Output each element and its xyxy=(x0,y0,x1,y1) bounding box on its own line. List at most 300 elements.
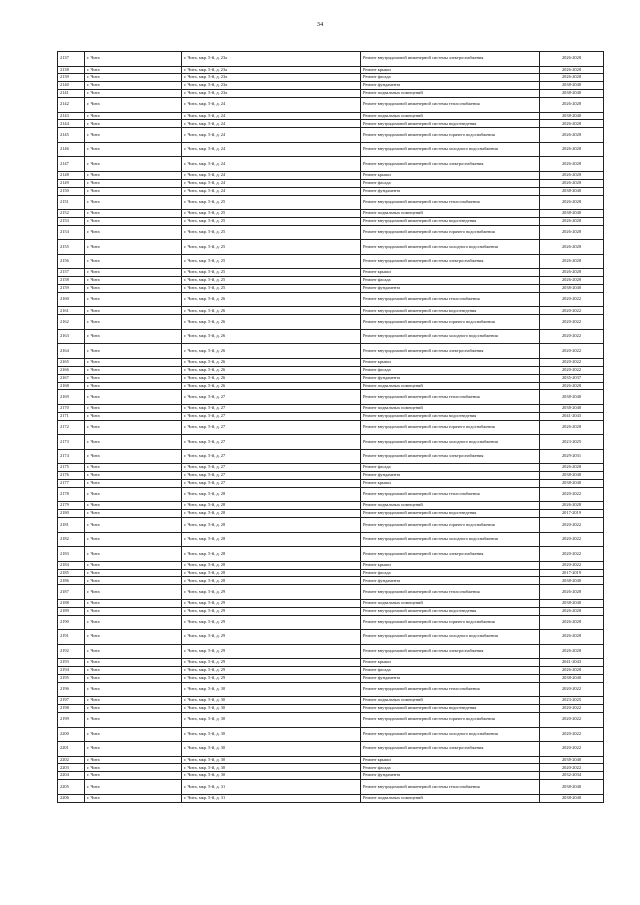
work-type-cell: Ремонт внутридомовой инженерной системы электроснабжения xyxy=(361,254,540,269)
period-cell: 2026-2028 xyxy=(540,644,604,659)
period-cell: 2020-2022 xyxy=(540,532,604,547)
work-type-cell: Ремонт подвальных помещений xyxy=(361,502,540,510)
row-number-cell: 2193 xyxy=(58,659,85,667)
city-cell: г. Чита xyxy=(85,382,182,390)
address-cell: г. Чита, мкр. 5-й, д. 26 xyxy=(182,292,361,307)
address-cell: г. Чита, мкр. 5-й, д. 24 xyxy=(182,171,361,179)
work-type-cell: Ремонт внутридомовой инженерной системы водоотведения xyxy=(361,607,540,615)
period-cell: 2026-2028 xyxy=(540,585,604,600)
period-cell: 2038-2040 xyxy=(540,794,604,802)
city-cell: г. Чита xyxy=(85,532,182,547)
work-type-cell: Ремонт внутридомовой инженерной системы водоотведения xyxy=(361,705,540,713)
city-cell: г. Чита xyxy=(85,292,182,307)
work-type-cell: Ремонт внутридомовой инженерной системы холодного водоснабжения xyxy=(361,329,540,344)
work-type-cell: Ремонт подвальных помещений xyxy=(361,794,540,802)
row-number-cell: 2205 xyxy=(58,780,85,795)
row-number-cell: 2143 xyxy=(58,112,85,120)
address-cell: г. Чита, мкр. 5-й, д. 29 xyxy=(182,674,361,682)
table-row xyxy=(58,112,604,120)
address-cell: г. Чита, мкр. 5-й, д. 31 xyxy=(182,794,361,802)
city-cell: г. Чита xyxy=(85,52,182,67)
work-type-cell: Ремонт подвальных помещений xyxy=(361,210,540,218)
period-cell: 2038-2040 xyxy=(540,780,604,795)
table-row xyxy=(58,464,604,472)
table-row xyxy=(58,435,604,450)
address-cell: г. Чита, мкр. 5-й, д. 27 xyxy=(182,464,361,472)
city-cell: г. Чита xyxy=(85,329,182,344)
city-cell: г. Чита xyxy=(85,585,182,600)
row-number-cell: 2162 xyxy=(58,315,85,330)
table-row xyxy=(58,366,604,374)
table-row xyxy=(58,569,604,577)
table-row xyxy=(58,120,604,128)
city-cell: г. Чита xyxy=(85,659,182,667)
city-cell: г. Чита xyxy=(85,547,182,562)
period-cell: 2020-2022 xyxy=(540,329,604,344)
period-cell: 2038-2040 xyxy=(540,577,604,585)
address-cell: г. Чита, мкр. 5-й, д. 24 xyxy=(182,179,361,187)
work-type-cell: Ремонт внутридомовой инженерной системы холодного водоснабжения xyxy=(361,142,540,157)
work-type-cell: Ремонт внутридомовой инженерной системы водоотведения xyxy=(361,412,540,420)
row-number-cell: 2178 xyxy=(58,487,85,502)
city-cell: г. Чита xyxy=(85,674,182,682)
work-type-cell: Ремонт фасада xyxy=(361,179,540,187)
table-row xyxy=(58,344,604,359)
table-row xyxy=(58,727,604,742)
table-row xyxy=(58,285,604,293)
period-cell: 2038-2040 xyxy=(540,599,604,607)
table-row xyxy=(58,561,604,569)
address-cell: г. Чита, мкр. 5-й, д. 30 xyxy=(182,756,361,764)
table-row xyxy=(58,358,604,366)
work-type-cell: Ремонт фундамента xyxy=(361,674,540,682)
table-row xyxy=(58,74,604,82)
address-cell: г. Чита, мкр. 5-й, д. 26 xyxy=(182,307,361,315)
address-cell: г. Чита, мкр. 5-й, д. 26 xyxy=(182,382,361,390)
period-cell: 2026-2028 xyxy=(540,630,604,645)
row-number-cell: 2149 xyxy=(58,179,85,187)
work-type-cell: Ремонт внутридомовой инженерной системы водоотведения xyxy=(361,120,540,128)
period-cell: 2020-2022 xyxy=(540,358,604,366)
row-number-cell: 2148 xyxy=(58,171,85,179)
city-cell: г. Чита xyxy=(85,142,182,157)
row-number-cell: 2195 xyxy=(58,674,85,682)
city-cell: г. Чита xyxy=(85,120,182,128)
address-cell: г. Чита, мкр. 5-й, д. 23а xyxy=(182,74,361,82)
row-number-cell: 2199 xyxy=(58,713,85,728)
table-row xyxy=(58,585,604,600)
city-cell: г. Чита xyxy=(85,112,182,120)
row-number-cell: 2164 xyxy=(58,344,85,359)
address-cell: г. Чита, мкр. 5-й, д. 27 xyxy=(182,420,361,435)
work-type-cell: Ремонт крыши xyxy=(361,358,540,366)
row-number-cell: 2182 xyxy=(58,532,85,547)
row-number-cell: 2204 xyxy=(58,772,85,780)
period-cell: 2026-2028 xyxy=(540,502,604,510)
address-cell: г. Чита, мкр. 5-й, д. 26 xyxy=(182,315,361,330)
table-row xyxy=(58,487,604,502)
row-number-cell: 2197 xyxy=(58,697,85,705)
table-row xyxy=(58,52,604,67)
work-type-cell: Ремонт фундамента xyxy=(361,374,540,382)
period-cell: 2038-2040 xyxy=(540,90,604,98)
work-type-cell: Ремонт внутридомовой инженерной системы теплоснабжения xyxy=(361,98,540,113)
period-cell: 2038-2040 xyxy=(540,674,604,682)
row-number-cell: 2158 xyxy=(58,277,85,285)
table-body xyxy=(58,52,604,803)
work-type-cell: Ремонт фасада xyxy=(361,74,540,82)
work-type-cell: Ремонт фундамента xyxy=(361,577,540,585)
address-cell: г. Чита, мкр. 5-й, д. 29 xyxy=(182,607,361,615)
row-number-cell: 2159 xyxy=(58,285,85,293)
table-row xyxy=(58,479,604,487)
table-row xyxy=(58,217,604,225)
city-cell: г. Чита xyxy=(85,82,182,90)
table-row xyxy=(58,659,604,667)
address-cell: г. Чита, мкр. 5-й, д. 30 xyxy=(182,682,361,697)
address-cell: г. Чита, мкр. 5-й, д. 29 xyxy=(182,599,361,607)
city-cell: г. Чита xyxy=(85,128,182,143)
table-row xyxy=(58,502,604,510)
period-cell: 2038-2040 xyxy=(540,479,604,487)
period-cell: 2038-2040 xyxy=(540,472,604,480)
table-row xyxy=(58,780,604,795)
table-row xyxy=(58,66,604,74)
row-number-cell: 2179 xyxy=(58,502,85,510)
row-number-cell: 2200 xyxy=(58,727,85,742)
city-cell: г. Чита xyxy=(85,518,182,533)
work-type-cell: Ремонт фасада xyxy=(361,569,540,577)
period-cell: 2026-2028 xyxy=(540,382,604,390)
table-row xyxy=(58,510,604,518)
period-cell: 2023-2025 xyxy=(540,435,604,450)
work-type-cell: Ремонт крыши xyxy=(361,479,540,487)
address-cell: г. Чита, мкр. 5-й, д. 30 xyxy=(182,764,361,772)
table-row xyxy=(58,577,604,585)
table-row xyxy=(58,128,604,143)
address-cell: г. Чита, мкр. 5-й, д. 30 xyxy=(182,697,361,705)
period-cell: 2017-2019 xyxy=(540,510,604,518)
city-cell: г. Чита xyxy=(85,464,182,472)
address-cell: г. Чита, мкр. 5-й, д. 26 xyxy=(182,344,361,359)
row-number-cell: 2155 xyxy=(58,240,85,255)
period-cell: 2026-2028 xyxy=(540,120,604,128)
table-row xyxy=(58,742,604,757)
work-type-cell: Ремонт подвальных помещений xyxy=(361,697,540,705)
table-row xyxy=(58,518,604,533)
row-number-cell: 2144 xyxy=(58,120,85,128)
city-cell: г. Чита xyxy=(85,179,182,187)
row-number-cell: 2192 xyxy=(58,644,85,659)
period-cell: 2026-2028 xyxy=(540,179,604,187)
work-type-cell: Ремонт внутридомовой инженерной системы электроснабжения xyxy=(361,547,540,562)
address-cell: г. Чита, мкр. 5-й, д. 28 xyxy=(182,518,361,533)
work-type-cell: Ремонт подвальных помещений xyxy=(361,404,540,412)
row-number-cell: 2171 xyxy=(58,412,85,420)
row-number-cell: 2161 xyxy=(58,307,85,315)
address-cell: г. Чита, мкр. 5-й, д. 25 xyxy=(182,217,361,225)
period-cell: 2038-2040 xyxy=(540,187,604,195)
row-number-cell: 2138 xyxy=(58,66,85,74)
work-type-cell: Ремонт внутридомовой инженерной системы холодного водоснабжения xyxy=(361,727,540,742)
table-row xyxy=(58,225,604,240)
period-cell: 2038-2040 xyxy=(540,210,604,218)
address-cell: г. Чита, мкр. 5-й, д. 27 xyxy=(182,435,361,450)
table-row xyxy=(58,644,604,659)
city-cell: г. Чита xyxy=(85,74,182,82)
row-number-cell: 2160 xyxy=(58,292,85,307)
city-cell: г. Чита xyxy=(85,615,182,630)
work-type-cell: Ремонт внутридомовой инженерной системы теплоснабжения xyxy=(361,487,540,502)
table-row xyxy=(58,607,604,615)
address-cell: г. Чита, мкр. 5-й, д. 25 xyxy=(182,240,361,255)
row-number-cell: 2140 xyxy=(58,82,85,90)
row-number-cell: 2177 xyxy=(58,479,85,487)
period-cell: 2029-2031 xyxy=(540,449,604,464)
address-cell: г. Чита, мкр. 5-й, д. 30 xyxy=(182,705,361,713)
period-cell: 2020-2022 xyxy=(540,713,604,728)
period-cell: 2023-2025 xyxy=(540,697,604,705)
table-row xyxy=(58,404,604,412)
period-cell: 2035-2037 xyxy=(540,374,604,382)
address-cell: г. Чита, мкр. 5-й, д. 25 xyxy=(182,277,361,285)
city-cell: г. Чита xyxy=(85,756,182,764)
period-cell: 2041-2043 xyxy=(540,412,604,420)
work-type-cell: Ремонт крыши xyxy=(361,171,540,179)
work-type-cell: Ремонт фундамента xyxy=(361,772,540,780)
address-cell: г. Чита, мкр. 5-й, д. 29 xyxy=(182,644,361,659)
city-cell: г. Чита xyxy=(85,644,182,659)
period-cell: 2020-2022 xyxy=(540,344,604,359)
repair-schedule-table xyxy=(57,51,604,803)
city-cell: г. Чита xyxy=(85,98,182,113)
row-number-cell: 2163 xyxy=(58,329,85,344)
city-cell: г. Чита xyxy=(85,195,182,210)
address-cell: г. Чита, мкр. 5-й, д. 25 xyxy=(182,269,361,277)
city-cell: г. Чита xyxy=(85,697,182,705)
work-type-cell: Ремонт подвальных помещений xyxy=(361,382,540,390)
table-row xyxy=(58,374,604,382)
table-row xyxy=(58,195,604,210)
row-number-cell: 2154 xyxy=(58,225,85,240)
address-cell: г. Чита, мкр. 5-й, д. 27 xyxy=(182,479,361,487)
row-number-cell: 2157 xyxy=(58,269,85,277)
table-row xyxy=(58,472,604,480)
work-type-cell: Ремонт внутридомовой инженерной системы холодного водоснабжения xyxy=(361,240,540,255)
work-type-cell: Ремонт внутридомовой инженерной системы электроснабжения xyxy=(361,644,540,659)
table-row xyxy=(58,705,604,713)
work-type-cell: Ремонт внутридомовой инженерной системы водоотведения xyxy=(361,307,540,315)
city-cell: г. Чита xyxy=(85,277,182,285)
work-type-cell: Ремонт внутридомовой инженерной системы горячего водоснабжения xyxy=(361,225,540,240)
work-type-cell: Ремонт крыши xyxy=(361,659,540,667)
table-row xyxy=(58,697,604,705)
city-cell: г. Чита xyxy=(85,435,182,450)
city-cell: г. Чита xyxy=(85,510,182,518)
city-cell: г. Чита xyxy=(85,713,182,728)
table-row xyxy=(58,315,604,330)
table-row xyxy=(58,682,604,697)
address-cell: г. Чита, мкр. 5-й, д. 25 xyxy=(182,195,361,210)
period-cell: 2020-2022 xyxy=(540,705,604,713)
address-cell: г. Чита, мкр. 5-й, д. 24 xyxy=(182,157,361,172)
work-type-cell: Ремонт крыши xyxy=(361,269,540,277)
address-cell: г. Чита, мкр. 5-й, д. 29 xyxy=(182,659,361,667)
row-number-cell: 2203 xyxy=(58,764,85,772)
work-type-cell: Ремонт внутридомовой инженерной системы горячего водоснабжения xyxy=(361,713,540,728)
table-row xyxy=(58,240,604,255)
period-cell: 2026-2028 xyxy=(540,667,604,675)
table-row xyxy=(58,667,604,675)
row-number-cell: 2198 xyxy=(58,705,85,713)
work-type-cell: Ремонт крыши xyxy=(361,66,540,74)
address-cell: г. Чита, мкр. 5-й, д. 29 xyxy=(182,667,361,675)
address-cell: г. Чита, мкр. 5-й, д. 30 xyxy=(182,742,361,757)
table-row xyxy=(58,412,604,420)
table-row xyxy=(58,292,604,307)
address-cell: г. Чита, мкр. 5-й, д. 24 xyxy=(182,98,361,113)
city-cell: г. Чита xyxy=(85,630,182,645)
period-cell: 2026-2028 xyxy=(540,217,604,225)
work-type-cell: Ремонт внутридомовой инженерной системы электроснабжения xyxy=(361,157,540,172)
address-cell: г. Чита, мкр. 5-й, д. 23а xyxy=(182,52,361,67)
row-number-cell: 2191 xyxy=(58,630,85,645)
city-cell: г. Чита xyxy=(85,187,182,195)
work-type-cell: Ремонт внутридомовой инженерной системы теплоснабжения xyxy=(361,292,540,307)
table-row xyxy=(58,772,604,780)
period-cell: 2026-2028 xyxy=(540,464,604,472)
row-number-cell: 2146 xyxy=(58,142,85,157)
period-cell: 2026-2028 xyxy=(540,128,604,143)
row-number-cell: 2180 xyxy=(58,510,85,518)
row-number-cell: 2165 xyxy=(58,358,85,366)
work-type-cell: Ремонт внутридомовой инженерной системы холодного водоснабжения xyxy=(361,435,540,450)
table-row xyxy=(58,307,604,315)
row-number-cell: 2166 xyxy=(58,366,85,374)
period-cell: 2020-2022 xyxy=(540,682,604,697)
city-cell: г. Чита xyxy=(85,794,182,802)
row-number-cell: 2150 xyxy=(58,187,85,195)
address-cell: г. Чита, мкр. 5-й, д. 29 xyxy=(182,615,361,630)
row-number-cell: 2156 xyxy=(58,254,85,269)
address-cell: г. Чита, мкр. 5-й, д. 23а xyxy=(182,82,361,90)
table-row xyxy=(58,157,604,172)
table-row xyxy=(58,90,604,98)
row-number-cell: 2186 xyxy=(58,577,85,585)
table-row xyxy=(58,420,604,435)
work-type-cell: Ремонт внутридомовой инженерной системы теплоснабжения xyxy=(361,195,540,210)
period-cell: 2026-2028 xyxy=(540,277,604,285)
row-number-cell: 2194 xyxy=(58,667,85,675)
period-cell: 2038-2040 xyxy=(540,404,604,412)
city-cell: г. Чита xyxy=(85,742,182,757)
work-type-cell: Ремонт внутридомовой инженерной системы горячего водоснабжения xyxy=(361,420,540,435)
table-row xyxy=(58,82,604,90)
period-cell: 2020-2022 xyxy=(540,561,604,569)
period-cell: 2041-2043 xyxy=(540,659,604,667)
city-cell: г. Чита xyxy=(85,210,182,218)
period-cell: 2026-2028 xyxy=(540,607,604,615)
work-type-cell: Ремонт фасада xyxy=(361,764,540,772)
row-number-cell: 2152 xyxy=(58,210,85,218)
work-type-cell: Ремонт фундамента xyxy=(361,82,540,90)
table-row xyxy=(58,210,604,218)
address-cell: г. Чита, мкр. 5-й, д. 25 xyxy=(182,225,361,240)
address-cell: г. Чита, мкр. 5-й, д. 27 xyxy=(182,412,361,420)
address-cell: г. Чита, мкр. 5-й, д. 28 xyxy=(182,569,361,577)
table-row xyxy=(58,254,604,269)
row-number-cell: 2206 xyxy=(58,794,85,802)
period-cell: 2026-2028 xyxy=(540,240,604,255)
city-cell: г. Чита xyxy=(85,569,182,577)
address-cell: г. Чита, мкр. 5-й, д. 28 xyxy=(182,561,361,569)
work-type-cell: Ремонт внутридомовой инженерной системы электроснабжения xyxy=(361,742,540,757)
period-cell: 2020-2022 xyxy=(540,366,604,374)
city-cell: г. Чита xyxy=(85,269,182,277)
city-cell: г. Чита xyxy=(85,472,182,480)
city-cell: г. Чита xyxy=(85,764,182,772)
table-row xyxy=(58,187,604,195)
period-cell: 2020-2022 xyxy=(540,487,604,502)
city-cell: г. Чита xyxy=(85,599,182,607)
city-cell: г. Чита xyxy=(85,502,182,510)
period-cell: 2026-2028 xyxy=(540,142,604,157)
period-cell: 2020-2022 xyxy=(540,292,604,307)
period-cell: 2038-2040 xyxy=(540,82,604,90)
row-number-cell: 2173 xyxy=(58,435,85,450)
city-cell: г. Чита xyxy=(85,404,182,412)
city-cell: г. Чита xyxy=(85,66,182,74)
city-cell: г. Чита xyxy=(85,374,182,382)
period-cell: 2026-2028 xyxy=(540,269,604,277)
address-cell: г. Чита, мкр. 5-й, д. 25 xyxy=(182,254,361,269)
table-row xyxy=(58,713,604,728)
address-cell: г. Чита, мкр. 5-й, д. 28 xyxy=(182,532,361,547)
address-cell: г. Чита, мкр. 5-й, д. 25 xyxy=(182,210,361,218)
row-number-cell: 2183 xyxy=(58,547,85,562)
address-cell: г. Чита, мкр. 5-й, д. 30 xyxy=(182,727,361,742)
row-number-cell: 2168 xyxy=(58,382,85,390)
row-number-cell: 2176 xyxy=(58,472,85,480)
row-number-cell: 2151 xyxy=(58,195,85,210)
work-type-cell: Ремонт внутридомовой инженерной системы водоотведения xyxy=(361,510,540,518)
work-type-cell: Ремонт фундамента xyxy=(361,285,540,293)
table-row xyxy=(58,179,604,187)
period-cell: 2038-2040 xyxy=(540,390,604,405)
address-cell: г. Чита, мкр. 5-й, д. 24 xyxy=(182,112,361,120)
row-number-cell: 2174 xyxy=(58,449,85,464)
table-row xyxy=(58,171,604,179)
row-number-cell: 2169 xyxy=(58,390,85,405)
address-cell: г. Чита, мкр. 5-й, д. 24 xyxy=(182,142,361,157)
address-cell: г. Чита, мкр. 5-й, д. 23а xyxy=(182,66,361,74)
address-cell: г. Чита, мкр. 5-й, д. 28 xyxy=(182,577,361,585)
address-cell: г. Чита, мкр. 5-й, д. 26 xyxy=(182,374,361,382)
work-type-cell: Ремонт внутридомовой инженерной системы горячего водоснабжения xyxy=(361,615,540,630)
city-cell: г. Чита xyxy=(85,157,182,172)
row-number-cell: 2175 xyxy=(58,464,85,472)
table-row xyxy=(58,599,604,607)
row-number-cell: 2202 xyxy=(58,756,85,764)
period-cell: 2038-2040 xyxy=(540,756,604,764)
period-cell: 2026-2028 xyxy=(540,225,604,240)
address-cell: г. Чита, мкр. 5-й, д. 26 xyxy=(182,329,361,344)
table-row xyxy=(58,764,604,772)
city-cell: г. Чита xyxy=(85,171,182,179)
city-cell: г. Чита xyxy=(85,667,182,675)
address-cell: г. Чита, мкр. 5-й, д. 31 xyxy=(182,780,361,795)
work-type-cell: Ремонт подвальных помещений xyxy=(361,599,540,607)
